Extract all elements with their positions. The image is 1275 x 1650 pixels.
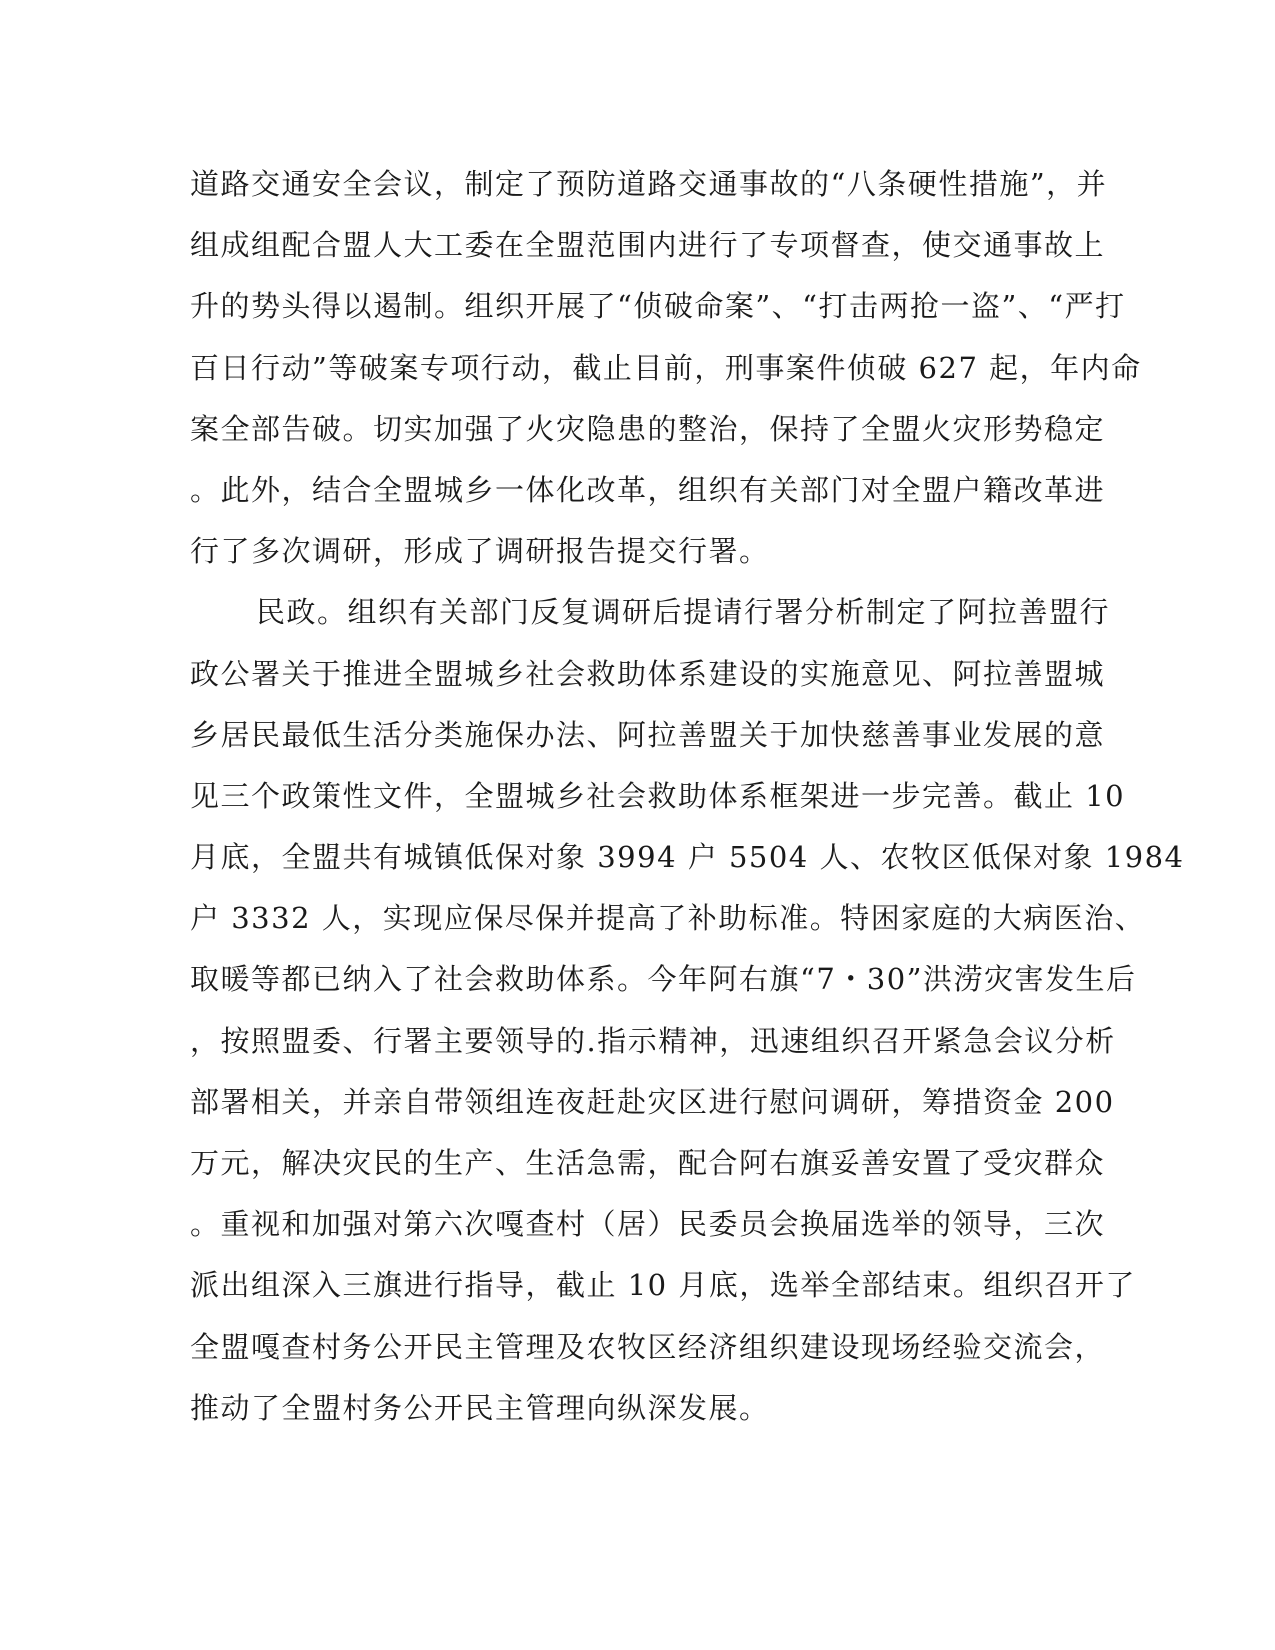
text-line: 推动了全盟村务公开民主管理向纵深发展。 [190,1390,770,1425]
paragraph-civil-affairs [190,582,1185,1439]
text-line: 户 3332 人，实现应保尽保并提高了补助标准。特困家庭的大病医治、 [190,901,1146,936]
text-line: 部署相关，并亲自带领组连夜赶赴灾区进行慰问调研，筹措资金 200 [190,1084,1115,1119]
text-line: 案全部告破。切实加强了火灾隐患的整治，保持了全盟火灾形势稳定 [190,411,1106,446]
text-line: 百日行动”等破案专项行动，截止目前，刑事案件侦破 627 起，年内命 [190,350,1142,385]
text-line: 政公署关于推进全盟城乡社会救助体系建设的实施意见、阿拉善盟城 [190,656,1106,691]
text-line: 。重视和加强对第六次嘎查村（居）民委员会换届选举的领导，三次 [190,1207,1106,1242]
text-line: 组成组配合盟人大工委在全盟范围内进行了专项督查，使交通事故上 [190,228,1106,263]
paragraph-public-security [190,154,1142,582]
text-line: 全盟嘎查村务公开民主管理及农牧区经济组织建设现场经验交流会， [190,1329,1106,1364]
text-line: 。此外，结合全盟城乡一体化改革，组织有关部门对全盟户籍改革进 [190,472,1106,507]
text-line: 道路交通安全会议，制定了预防道路交通事故的“八条硬性措施”，并 [190,167,1108,201]
text-line: 见三个政策性文件，全盟城乡社会救助体系框架进一步完善。截止 10 [190,778,1126,813]
text-line: 乡居民最低生活分类施保办法、阿拉善盟关于加快慈善事业发展的意 [190,717,1106,752]
text-line: 取暖等都已纳入了社会救助体系。今年阿右旗“7・30”洪涝灾害发生后 [190,962,1137,997]
text-line: 派出组深入三旗进行指导，截止 10 月底，选举全部结束。组织召开了 [190,1268,1136,1303]
text-line: 月底，全盟共有城镇低保对象 3994 户 5504 人、农牧区低保对象 1984 [190,840,1185,875]
text-line: 升的势头得以遏制。组织开展了“侦破命案”、“打击两抢一盗”、“严打 [190,289,1126,324]
document-body [190,154,1185,1439]
text-line: 行了多次调研，形成了调研报告提交行署。 [190,534,770,569]
text-line: ，按照盟委、行署主要领导的.指示精神，迅速组织召开紧急会议分析 [190,1023,1116,1058]
text-line: 民政。组织有关部门反复调研后提请行署分析制定了阿拉善盟行 [256,595,1111,630]
text-line: 万元，解决灾民的生产、生活急需，配合阿右旗妥善安置了受灾群众 [190,1146,1106,1180]
